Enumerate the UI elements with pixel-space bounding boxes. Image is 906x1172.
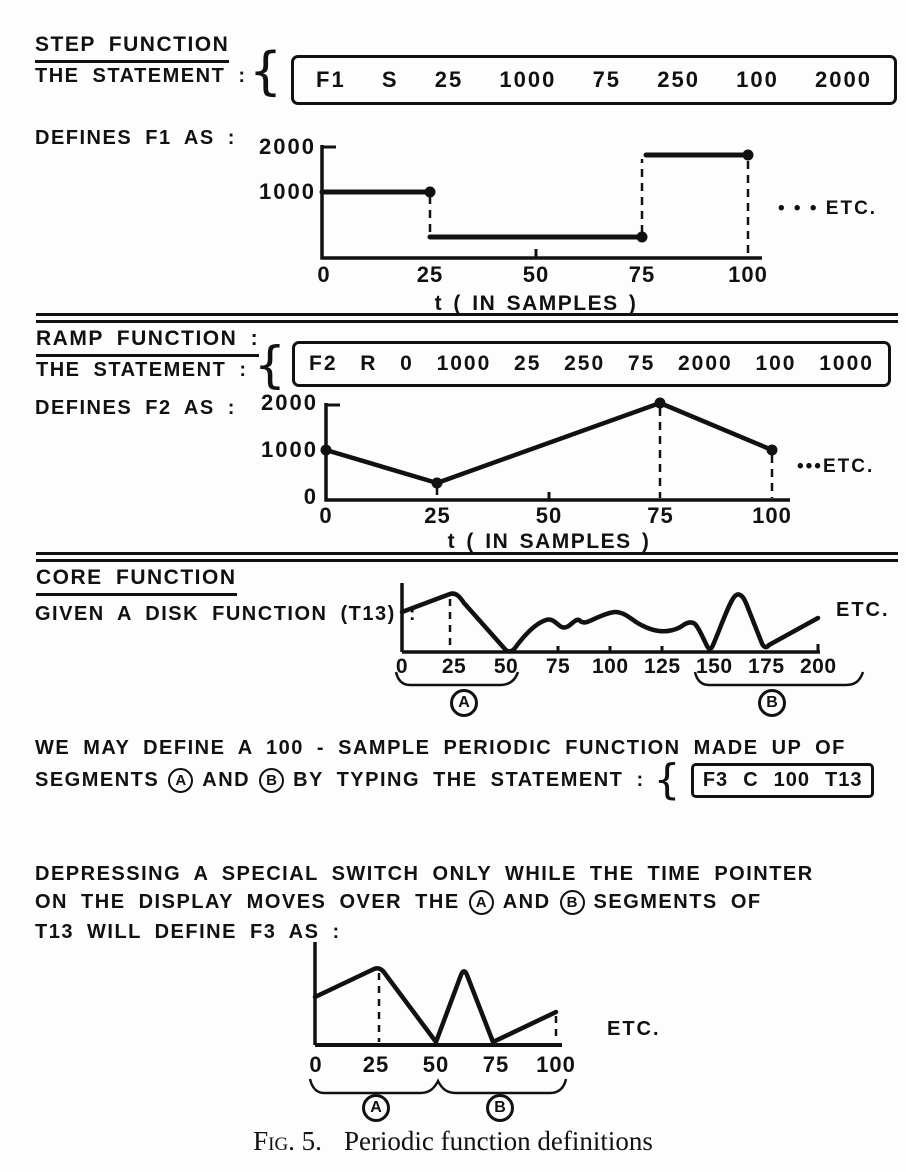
x-tick-label: 100: [728, 262, 768, 287]
f3-dashed-markers: [379, 973, 556, 1042]
statement-token: 250: [564, 352, 606, 375]
statement-token: 2000: [678, 352, 733, 375]
x-tick-label: 75: [647, 503, 674, 528]
statement-token: 250: [657, 67, 700, 92]
f3-curve: [315, 968, 556, 1042]
x-tick-label: 0: [317, 262, 331, 287]
ramp-statement-box: [292, 341, 891, 387]
x-tick-label: 0: [395, 655, 409, 678]
x-tick-label: 25: [424, 503, 451, 528]
section-separator-2: [36, 552, 898, 562]
segment-a-circle-label: A: [450, 689, 478, 717]
step-point-100-2000: [743, 150, 754, 161]
x-tick-label: 75: [628, 262, 656, 287]
f3-etc-label: ETC.: [607, 1018, 661, 1040]
x-tick-label: 50: [522, 262, 550, 287]
ramp-curve: [326, 403, 772, 483]
ramp-statement-label: THE STATEMENT :: [36, 359, 248, 381]
figure-caption: [0, 1126, 906, 1157]
core-section-heading: CORE FUNCTION: [36, 566, 237, 596]
switch-paragraph-line3: T13 WILL DEFINE F3 AS :: [35, 921, 341, 943]
switch-paragraph-line1: DEPRESSING A SPECIAL SWITCH ONLY WHILE THE TIME POINTER: [35, 863, 814, 885]
statement-token: F2: [309, 352, 338, 375]
f3-x-axis-ticks: [291, 1053, 581, 1077]
switch-line2-pre: ON THE DISPLAY MOVES OVER THE: [35, 890, 460, 913]
define-paragraph-line1: WE MAY DEFINE A 100 - SAMPLE PERIODIC FUNCTION MADE UP OF: [35, 737, 846, 759]
defines-f1-label: DEFINES F1 AS :: [35, 127, 236, 149]
step-point-75-250: [637, 232, 648, 243]
f3-function-plot: [300, 938, 590, 1050]
segment-a-inline-circle: A: [168, 768, 193, 793]
ramp-statement-brace: {: [254, 336, 286, 394]
ramp-function-plot: [300, 393, 800, 505]
x-tick-label: 75: [482, 1052, 510, 1077]
x-tick-label: 100: [752, 503, 792, 528]
x-tick-label: 200: [800, 655, 837, 678]
x-tick-label: 25: [416, 262, 444, 287]
f3-statement-brace: {: [653, 755, 682, 804]
segment-b-inline-circle: B: [259, 768, 284, 793]
statement-token: F1: [316, 67, 346, 92]
switch-line2-post: SEGMENTS OF: [593, 890, 762, 913]
ramp-point-25-250: [432, 478, 443, 489]
define-line2-and: AND: [202, 768, 251, 791]
ramp-y-tick-1000: 1000: [261, 437, 318, 462]
x-tick-label: 0: [319, 503, 333, 528]
statement-token: 1000: [436, 352, 492, 375]
f3-brace-path: [310, 1079, 566, 1093]
segment-b-inline-circle-2: B: [560, 890, 585, 915]
ramp-plot-axes: [326, 403, 790, 500]
x-tick-label: 100: [592, 655, 629, 678]
statement-token: 100: [773, 768, 811, 791]
step-statement-label: THE STATEMENT :: [35, 65, 247, 87]
statement-token: C: [743, 768, 759, 791]
step-statement-box: [291, 55, 897, 105]
define-line2-post: BY TYPING THE STATEMENT :: [293, 768, 645, 791]
x-tick-label: 25: [362, 1052, 390, 1077]
step-dashed-markers: [430, 159, 748, 256]
ramp-point-75-2000: [655, 398, 666, 409]
statement-token: 75: [627, 352, 656, 375]
ramp-y-tick-2000: 2000: [261, 390, 318, 415]
statement-token: 100: [736, 67, 779, 92]
switch-paragraph-line2: [35, 888, 762, 916]
f3-statement-box: [691, 763, 875, 798]
step-plot-axes: [322, 145, 762, 258]
segment-b-circle-label: B: [758, 689, 786, 717]
step-section-heading: STEP FUNCTION: [35, 33, 229, 63]
statement-token: 75: [592, 67, 622, 92]
f3-segment-braces: [300, 1076, 590, 1100]
x-tick-label: 0: [309, 1052, 323, 1077]
statement-token: S: [381, 67, 399, 92]
figure-caption-number: Fig. 5.: [253, 1126, 322, 1156]
statement-token: 100: [755, 352, 797, 375]
disk-x-axis-ticks: [384, 655, 836, 679]
statement-token: 25: [434, 67, 464, 92]
x-tick-label: 125: [644, 655, 681, 678]
x-tick-label: 50: [535, 503, 563, 528]
step-y-tick-2000: 2000: [259, 134, 316, 159]
x-tick-label: 150: [696, 655, 733, 678]
x-tick-label: 50: [422, 1052, 450, 1077]
x-tick-label: 25: [441, 655, 467, 678]
f3-segment-b-circle-label: B: [486, 1094, 514, 1122]
define-line2-pre: SEGMENTS: [35, 768, 160, 791]
statement-token: 0: [400, 352, 414, 375]
step-statement-brace: {: [249, 42, 283, 102]
step-x-axis-ticks: [294, 263, 778, 287]
statement-token: T13: [825, 768, 863, 791]
statement-token: 25: [514, 352, 542, 375]
ramp-y-tick-0: 0: [303, 484, 318, 509]
x-tick-label: 175: [748, 655, 785, 678]
step-y-tick-1000: 1000: [259, 179, 316, 204]
ramp-x-axis-ticks: [296, 504, 802, 528]
ramp-etc-label: •••ETC.: [797, 456, 875, 477]
x-tick-label: 100: [536, 1052, 576, 1077]
ramp-x-axis-title: t ( IN SAMPLES ): [447, 530, 651, 553]
disk-etc-label: ETC.: [836, 599, 890, 621]
disk-function-curve: [402, 594, 818, 652]
section-separator-1: [36, 313, 898, 323]
ramp-point-0-1000: [321, 445, 332, 456]
x-tick-label: 75: [545, 655, 571, 678]
define-paragraph-line2: [35, 755, 874, 804]
statement-token: R: [360, 352, 378, 375]
defines-f2-label: DEFINES F2 AS :: [35, 397, 236, 419]
switch-line2-and: AND: [502, 890, 551, 913]
step-etc-label: • • • ETC.: [778, 198, 878, 219]
segment-a-inline-circle-2: A: [469, 890, 494, 915]
step-point-25-1000: [425, 187, 436, 198]
given-disk-function-label: GIVEN A DISK FUNCTION (T13) :: [35, 603, 418, 625]
ramp-section-heading: RAMP FUNCTION :: [36, 327, 259, 357]
x-tick-label: 50: [493, 655, 519, 678]
statement-token: 1000: [499, 67, 557, 92]
statement-token: 2000: [815, 67, 872, 92]
figure-caption-text: Periodic function definitions: [343, 1126, 653, 1156]
ramp-point-100-1000: [767, 445, 778, 456]
step-x-axis-title: t ( IN SAMPLES ): [434, 292, 638, 315]
statement-token: F3: [702, 768, 729, 791]
f3-segment-a-circle-label: A: [362, 1094, 390, 1122]
statement-token: 1000: [819, 352, 874, 375]
step-function-plot: [300, 135, 780, 265]
